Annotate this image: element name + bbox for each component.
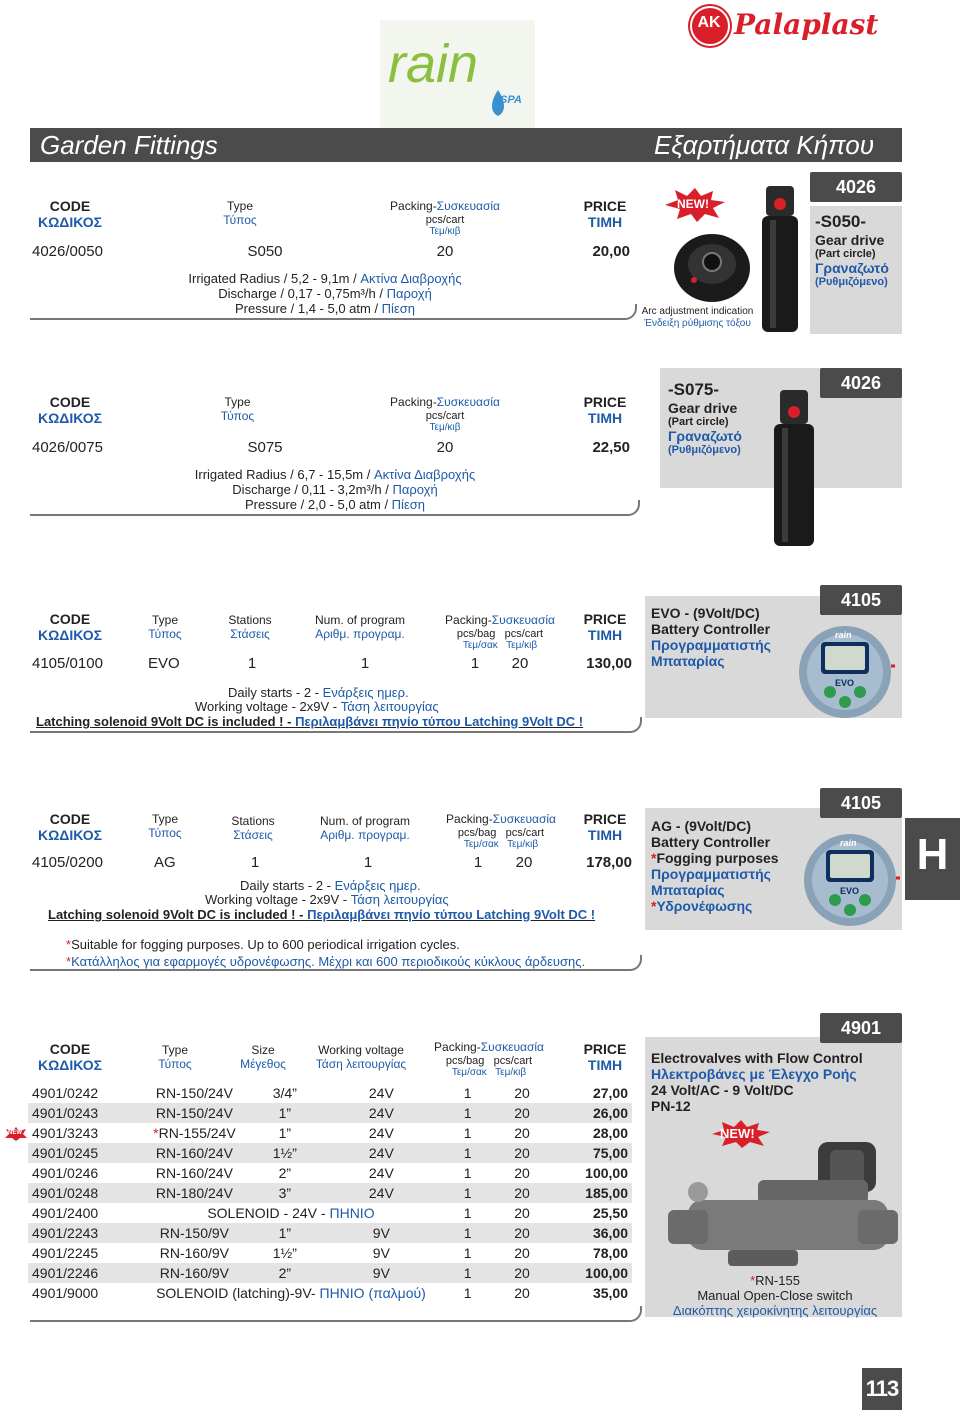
s050-code: 4026/0050 xyxy=(32,243,103,260)
label-type-gr: Τύπος xyxy=(158,1056,192,1071)
ag-note-en: *Suitable for fogging purposes. Up to 600 periodical irrigation cycles. xyxy=(66,937,460,952)
s050-tag: 4026 xyxy=(810,172,902,202)
label-code: CODE xyxy=(49,1041,91,1057)
label-stations: Stations xyxy=(231,814,275,828)
label-price-gr: ΤΙΜΗ xyxy=(587,827,623,844)
valve-voltage: 24V xyxy=(320,1183,443,1203)
new-badge-text: NEW! xyxy=(677,197,709,211)
valve-bag: 1 xyxy=(463,1085,472,1101)
evo-daily: Daily starts - 2 - Ενάρξεις ημερ. xyxy=(228,685,409,700)
label-pcs-bag-gr: Τεμ/σακ xyxy=(463,839,499,851)
evo-cart: 20 xyxy=(511,655,529,672)
label-packing-gr: Συσκευασία xyxy=(480,1040,544,1054)
label-numprog-gr: Αριθμ. προγραμ. xyxy=(320,827,410,842)
label-code: CODE xyxy=(49,611,91,627)
label-code: CODE xyxy=(49,394,91,410)
valve-star: * xyxy=(153,1125,159,1141)
valve-new-flag-text: NEW xyxy=(8,1130,22,1136)
ag-daily: Daily starts - 2 - Ενάρξεις ημερ. xyxy=(240,878,421,893)
table-row xyxy=(28,1263,632,1283)
label-price-gr: ΤΙΜΗ xyxy=(587,627,623,644)
s075-price: 22,50 xyxy=(592,439,630,456)
palaplast-logo xyxy=(690,6,905,44)
table-row xyxy=(28,1203,632,1223)
ag-latching-gr: Περιλαμβάνει πηνίο τύπου Latching 9Volt DC ! xyxy=(307,907,596,922)
table-row xyxy=(28,1123,632,1143)
label-pcs-cart-gr: Τεμ/κιβ xyxy=(429,422,461,434)
s075-sprinkler-image xyxy=(772,390,816,546)
ag-side-l1: AG - (9Volt/DC) xyxy=(651,818,752,834)
s050-spec-discharge: Discharge / 0,17 - 0,75m³/h / Παροχή xyxy=(218,285,432,301)
label-packing: Packing- xyxy=(446,812,493,826)
valve-type xyxy=(139,1183,250,1203)
s050-side-line1: Gear drive xyxy=(815,231,885,248)
label-numprog-gr: Αριθμ. προγραμ. xyxy=(315,626,405,641)
s050-pcs: 20 xyxy=(436,243,454,260)
label-packing-gr: Συσκευασία xyxy=(436,395,500,409)
valve-caption-gr: Διακόπτης χειροκίνητης λειτουργίας xyxy=(672,1302,878,1318)
valve-cart: 20 xyxy=(514,1085,530,1101)
header-title-en: Garden Fittings xyxy=(40,130,218,160)
valves-side-l3: PN-12 xyxy=(651,1098,691,1115)
valve-type xyxy=(139,1223,250,1243)
valve-cart: 20 xyxy=(514,1285,530,1301)
valve-voltage: 9V xyxy=(320,1223,443,1243)
label-type: Type xyxy=(226,199,253,213)
label-stations: Stations xyxy=(228,613,272,627)
valve-cart: 20 xyxy=(492,1263,552,1283)
valve-bag: 1 xyxy=(443,1143,492,1163)
valve-desc-gr: ΠΗΝΙΟ xyxy=(329,1205,375,1221)
ag-screen-model: EVO xyxy=(840,886,860,896)
valve-code: 4901/0245 xyxy=(28,1143,139,1163)
s050-type: S050 xyxy=(247,243,283,260)
ag-underline xyxy=(30,955,642,971)
valve-voltage: 24V xyxy=(320,1143,443,1163)
header-bar-en xyxy=(30,128,520,162)
valve-price: 36,00 xyxy=(552,1223,632,1243)
ag-screen-brand: rain xyxy=(840,838,857,848)
valve-desc-en: SOLENOID - 24V - xyxy=(207,1205,330,1221)
label-packing: Packing- xyxy=(434,1040,481,1054)
evo-controller-image xyxy=(795,620,895,720)
valve-size: 2” xyxy=(278,1165,292,1181)
label-pcs-bag: pcs/bag xyxy=(457,826,497,839)
valve-price: 28,00 xyxy=(592,1125,628,1141)
side-letter: H xyxy=(916,830,949,879)
label-code-gr: ΚΩΔΙΚΟΣ xyxy=(37,214,103,231)
valve-size: 1” xyxy=(250,1103,320,1123)
label-code: CODE xyxy=(49,198,91,214)
label-pcs-cart: pcs/cart xyxy=(505,826,545,839)
label-numprog: Num. of program xyxy=(314,613,406,627)
evo-latching-gr: Περιλαμβάνει πηνίο τύπου Latching 9Volt DC ! xyxy=(295,714,584,729)
valve-type-text: RN-155/24V xyxy=(158,1125,236,1141)
valve-bag: 1 xyxy=(463,1165,472,1181)
label-type-gr: Τύπος xyxy=(148,626,182,641)
ag-note-gr: *Κατάλληλος για εφαρμογές υδρονέφωσης. Μέχρι και 600 περιοδικούς κύκλους άρδευσης. xyxy=(66,953,586,969)
valve-type-text: RN-150/24V xyxy=(155,1085,233,1101)
evo-code: 4105/0100 xyxy=(32,655,103,672)
s075-side-title: -S075- xyxy=(668,380,720,399)
valve-bag: 1 xyxy=(443,1183,492,1203)
valve-price: 185,00 xyxy=(552,1183,632,1203)
valve-description xyxy=(139,1203,443,1223)
valves-underline xyxy=(30,1306,642,1322)
ag-side-gr3: *Υδρονέφωσης xyxy=(651,898,753,915)
label-type: Type xyxy=(161,1043,188,1057)
s050-side-line2: (Part circle) xyxy=(815,247,876,260)
table-row xyxy=(28,1143,632,1163)
rain-logo xyxy=(380,20,535,128)
valve-size: 1½” xyxy=(250,1143,320,1163)
table-row xyxy=(28,1163,632,1183)
valve-type-text: RN-160/24V xyxy=(155,1145,233,1161)
label-stations-gr: Στάσεις xyxy=(230,626,270,641)
valve-type-text: RN-160/24V xyxy=(155,1165,233,1181)
ag-code: 4105/0200 xyxy=(32,854,103,871)
valves-side-l2: 24 Volt/AC - 9 Volt/DC xyxy=(651,1082,794,1099)
label-size-gr: Μέγεθος xyxy=(240,1056,286,1071)
valve-voltage: 24V xyxy=(320,1103,443,1123)
label-size: Size xyxy=(251,1043,275,1057)
valve-bag: 1 xyxy=(463,1245,472,1261)
label-packing-gr: Συσκευασία xyxy=(436,199,500,213)
label-voltage: Working voltage xyxy=(318,1043,404,1057)
s050-spec-radius: Irrigated Radius / 5,2 - 9,1m / Ακτίνα Διαβροχής xyxy=(188,271,462,286)
ag-bag: 1 xyxy=(473,854,483,871)
s050-side-title: -S050- xyxy=(815,212,867,231)
s050-underline xyxy=(30,300,637,320)
svg-text:rain: rain xyxy=(388,34,479,94)
valve-code: 4901/0246 xyxy=(32,1165,99,1181)
ag-latching: Latching solenoid 9Volt DC is included ! - xyxy=(48,907,308,922)
label-code-gr: ΚΩΔΙΚΟΣ xyxy=(37,627,103,644)
valve-code: 4901/2243 xyxy=(28,1223,139,1243)
s075-spec-pressure: Pressure / 2,0 - 5,0 atm / Πίεση xyxy=(245,496,425,512)
label-numprog: Num. of program xyxy=(319,814,411,828)
valve-voltage: 9V xyxy=(320,1263,443,1283)
ag-side-gr2: Μπαταρίας xyxy=(651,882,725,899)
ag-price: 178,00 xyxy=(586,854,632,871)
valves-tag: 4901 xyxy=(820,1013,902,1043)
label-packing: Packing- xyxy=(390,199,437,213)
evo-voltage: Working voltage - 2x9V - Τάση λειτουργίας xyxy=(195,699,439,714)
label-code-gr: ΚΩΔΙΚΟΣ xyxy=(37,1057,103,1074)
valve-cart: 20 xyxy=(492,1223,552,1243)
label-type: Type xyxy=(224,395,251,409)
valve-caption-en: Manual Open-Close switch xyxy=(697,1287,853,1303)
ag-side-l2: Battery Controller xyxy=(651,834,771,851)
label-pcs-cart-gr: Τεμ/κιβ xyxy=(507,839,539,851)
valve-bag: 1 xyxy=(463,1285,472,1301)
valve-type xyxy=(139,1143,250,1163)
s075-spec-discharge: Discharge / 0,11 - 3,2m³/h / Παροχή xyxy=(232,481,438,497)
arc-caption-gr: Ένδειξη ρύθμισης τόξου xyxy=(644,317,751,329)
valve-price: 26,00 xyxy=(552,1103,632,1123)
valve-voltage: 24V xyxy=(368,1125,394,1141)
valve-size: 1½” xyxy=(272,1245,297,1261)
evo-prog: 1 xyxy=(360,655,370,672)
valve-type xyxy=(139,1263,250,1283)
valve-bag: 1 xyxy=(463,1205,472,1221)
label-type-gr: Τύπος xyxy=(220,408,255,423)
ag-type: AG xyxy=(154,854,176,871)
valve-table xyxy=(28,1083,632,1303)
ag-side-gr1: Προγραμματιστής xyxy=(651,866,771,883)
valve-bag: 1 xyxy=(443,1263,492,1283)
label-pcs-bag: pcs/bag xyxy=(445,1054,485,1067)
ag-side-l3: *Fogging purposes xyxy=(651,850,779,867)
label-pcs-cart-gr: Τεμ/κιβ xyxy=(429,226,461,238)
valve-price: 100,00 xyxy=(552,1263,632,1283)
evo-underline xyxy=(30,717,642,733)
s050-sprinkler-image xyxy=(760,186,800,332)
valve-type xyxy=(139,1243,250,1263)
valve-desc-gr: ΠΗΝΙΟ (παλμού) xyxy=(319,1285,426,1301)
palaplast-wordmark: Palaplast xyxy=(734,8,879,41)
label-price: PRICE xyxy=(583,198,627,214)
valve-new-badge-text: NEW! xyxy=(720,1126,755,1141)
table-row xyxy=(28,1283,632,1303)
label-price: PRICE xyxy=(583,811,627,827)
evo-side-l2: Battery Controller xyxy=(651,621,771,638)
valve-type-text: RN-160/9V xyxy=(159,1265,230,1281)
valve-cart: 20 xyxy=(492,1143,552,1163)
valve-type xyxy=(139,1163,250,1183)
label-voltage-gr: Τάση λειτουργίας xyxy=(315,1056,407,1071)
label-code-gr: ΚΩΔΙΚΟΣ xyxy=(37,827,103,844)
valve-type-text: RN-150/24V xyxy=(155,1105,233,1121)
evo-bag: 1 xyxy=(470,655,480,672)
valve-bag: 1 xyxy=(463,1125,472,1141)
label-price-gr: ΤΙΜΗ xyxy=(587,410,623,427)
label-pcs-cart: pcs/cart xyxy=(425,213,465,226)
evo-side-gr2: Μπαταρίας xyxy=(651,653,725,670)
s075-side-gr1: Γραναζωτό xyxy=(668,428,742,445)
table-row xyxy=(28,1243,632,1263)
s050-spec-pressure: Pressure / 1,4 - 5,0 atm / Πίεση xyxy=(235,300,415,316)
valve-voltage: 9V xyxy=(372,1245,390,1261)
table-row xyxy=(28,1223,632,1243)
label-type-gr: Τύπος xyxy=(148,825,182,840)
valve-type-text: RN-150/9V xyxy=(159,1225,230,1241)
evo-screen-model: EVO xyxy=(835,678,855,688)
ag-cart: 20 xyxy=(515,854,533,871)
valves-side-l1: Electrovalves with Flow Control xyxy=(651,1050,863,1066)
label-packing: Packing- xyxy=(390,395,437,409)
valve-bag: 1 xyxy=(443,1103,492,1123)
label-pcs-cart: pcs/cart xyxy=(425,409,465,422)
label-stations-gr: Στάσεις xyxy=(233,827,273,842)
valve-type xyxy=(139,1123,250,1143)
label-price: PRICE xyxy=(583,611,627,627)
header-bar-gr xyxy=(520,128,902,162)
valve-code: 4901/9000 xyxy=(32,1285,99,1301)
valve-caption-model: *RN-155 xyxy=(750,1273,800,1288)
valve-type-text: RN-180/24V xyxy=(155,1185,233,1201)
valve-price: 27,00 xyxy=(592,1085,628,1101)
label-pcs-cart: pcs/cart xyxy=(504,627,544,640)
label-pcs-bag-gr: Τεμ/σακ xyxy=(451,1067,487,1079)
ak-badge-text: AK xyxy=(697,14,721,31)
valve-price: 35,00 xyxy=(592,1285,628,1301)
label-type: Type xyxy=(151,613,178,627)
label-price-gr: ΤΙΜΗ xyxy=(587,1057,623,1074)
valve-code: 4901/0242 xyxy=(32,1085,99,1101)
label-pcs-cart-gr: Τεμ/κιβ xyxy=(495,1067,527,1079)
label-packing-gr: Συσκευασία xyxy=(492,812,556,826)
s075-code: 4026/0075 xyxy=(32,439,103,456)
table-row xyxy=(28,1103,632,1123)
s050-price: 20,00 xyxy=(592,243,630,260)
s050-side-gr1: Γραναζωτό xyxy=(815,260,889,277)
valve-price: 78,00 xyxy=(592,1245,628,1261)
valve-code: 4901/0248 xyxy=(28,1183,139,1203)
label-pcs-bag: pcs/bag xyxy=(456,627,496,640)
valve-cart: 20 xyxy=(514,1205,530,1221)
valve-voltage: 24V xyxy=(368,1165,394,1181)
valve-cart: 20 xyxy=(492,1103,552,1123)
valve-cart: 20 xyxy=(514,1125,530,1141)
s075-pcs: 20 xyxy=(436,439,454,456)
valve-voltage: 24V xyxy=(368,1085,394,1101)
valve-size: 3” xyxy=(250,1183,320,1203)
valve-code: 4901/0243 xyxy=(28,1103,139,1123)
evo-side-l1: EVO - (9Volt/DC) xyxy=(651,605,760,621)
label-pcs-cart: pcs/cart xyxy=(493,1054,533,1067)
valve-cart: 20 xyxy=(514,1165,530,1181)
label-price-gr: ΤΙΜΗ xyxy=(587,214,623,231)
valve-size: 1” xyxy=(250,1223,320,1243)
new-badge xyxy=(665,188,725,222)
valve-price: 25,50 xyxy=(592,1205,628,1221)
s050-side-gr2: (Ρυθμιζόμενο) xyxy=(815,276,888,289)
label-packing-gr: Συσκευασία xyxy=(491,613,555,627)
valve-code: 4901/2246 xyxy=(28,1263,139,1283)
valve-desc-en: SOLENOID (latching)-9V- xyxy=(156,1285,320,1301)
label-pcs-bag-gr: Τεμ/σακ xyxy=(462,640,498,652)
evo-latching: Latching solenoid 9Volt DC is included ! - xyxy=(36,714,296,729)
s075-side-line1: Gear drive xyxy=(668,399,738,416)
ag-tag: 4105 xyxy=(820,788,902,818)
label-type-gr: Τύπος xyxy=(223,212,257,227)
ag-prog: 1 xyxy=(363,854,373,871)
valve-size: 2” xyxy=(250,1263,320,1283)
label-type: Type xyxy=(151,812,178,826)
s075-type: S075 xyxy=(247,439,283,456)
valves-side-gr: Ηλεκτροβάνες με Έλεγχο Ροής xyxy=(651,1066,857,1083)
evo-tag: 4105 xyxy=(820,585,902,615)
valve-cart: 20 xyxy=(492,1183,552,1203)
page-number: 113 xyxy=(865,1376,899,1401)
valve-size: 3/4” xyxy=(272,1085,297,1101)
valve-new-flag xyxy=(5,1127,27,1141)
ag-stations: 1 xyxy=(250,854,260,871)
evo-price: 130,00 xyxy=(586,655,632,672)
s075-side-line2: (Part circle) xyxy=(668,415,729,428)
s075-side-gr2: (Ρυθμιζόμενο) xyxy=(668,444,741,457)
label-packing: Packing- xyxy=(445,613,492,627)
electrovalve-image xyxy=(668,1140,898,1270)
evo-side-gr1: Προγραμματιστής xyxy=(651,637,771,654)
s075-underline xyxy=(30,496,640,516)
evo-type: EVO xyxy=(148,655,180,672)
valve-bag: 1 xyxy=(443,1223,492,1243)
s075-tag: 4026 xyxy=(820,368,902,398)
valve-price: 75,00 xyxy=(552,1143,632,1163)
valve-cart: 20 xyxy=(514,1245,530,1261)
valve-size: 1” xyxy=(278,1125,292,1141)
table-row xyxy=(28,1083,632,1103)
valve-code: 4901/2400 xyxy=(32,1205,99,1221)
label-pcs-cart-gr: Τεμ/κιβ xyxy=(506,640,538,652)
valve-type xyxy=(139,1083,250,1103)
valve-code: 4901/2245 xyxy=(32,1245,99,1261)
label-price: PRICE xyxy=(583,1041,627,1057)
valve-price: 100,00 xyxy=(585,1165,628,1181)
ag-controller-image xyxy=(800,828,900,928)
label-price: PRICE xyxy=(583,394,627,410)
s075-spec-radius: Irrigated Radius / 6,7 - 15,5m / Ακτίνα Διαβροχής xyxy=(194,467,476,482)
arc-adjust-image xyxy=(672,228,752,304)
logo-sub: SPA xyxy=(500,94,522,106)
label-code-gr: ΚΩΔΙΚΟΣ xyxy=(37,410,103,427)
valve-type xyxy=(139,1103,250,1123)
arc-caption-en: Arc adjustment indication xyxy=(641,306,754,317)
evo-screen-brand: rain xyxy=(835,630,852,640)
valve-code: 4901/3243 xyxy=(32,1125,99,1141)
ag-voltage: Working voltage - 2x9V - Τάση λειτουργίας xyxy=(205,892,449,907)
evo-stations: 1 xyxy=(247,655,257,672)
valve-description xyxy=(139,1283,443,1303)
valve-type-text: RN-160/9V xyxy=(159,1245,230,1261)
header-title-gr: Εξαρτήματα Κήπου xyxy=(654,130,874,160)
table-row xyxy=(28,1183,632,1203)
label-code: CODE xyxy=(49,811,91,827)
